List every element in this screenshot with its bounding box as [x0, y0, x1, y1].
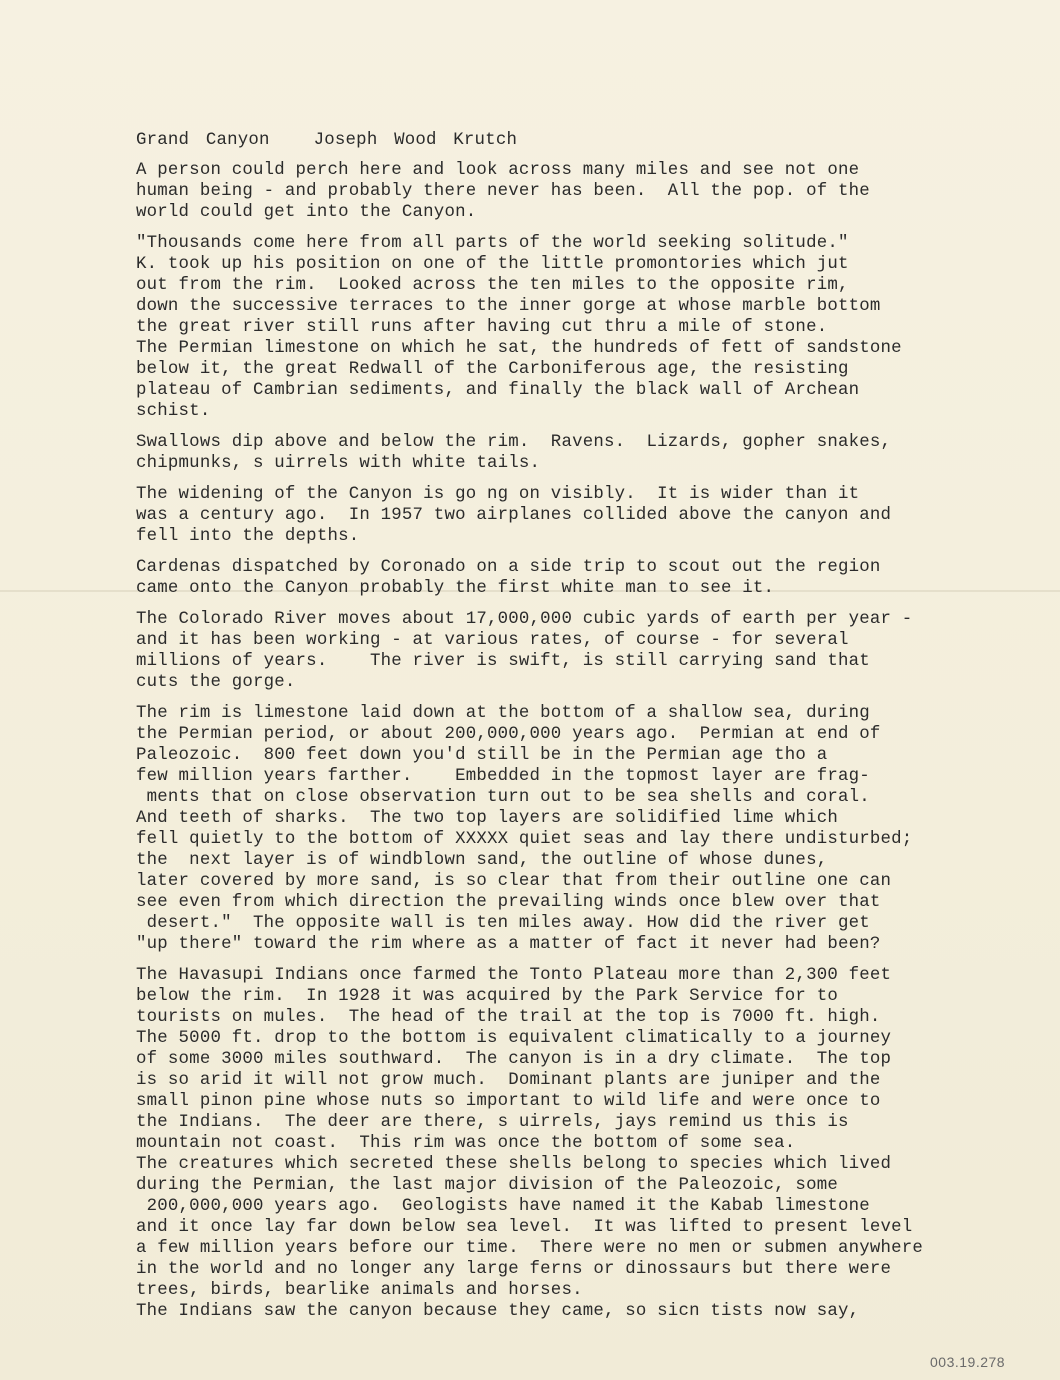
- paragraph: The widening of the Canyon is go ng on visibly. It is wider than it was a century ago. In 1957 two airplanes collided above the canyon and fell into the depths.: [136, 485, 892, 546]
- document-author: Joseph Wood Krutch: [313, 131, 518, 150]
- paragraph: Cardenas dispatched by Coronado on a side trip to scout out the region came onto the Canyon probably the first white man to see it.: [136, 558, 881, 598]
- paragraph: "Thousands come here from all parts of the world seeking solitude." K. took up his position on one of the little promontories which jut out from the rim. Looked across the ten miles to the opposite rim, down the successive terraces to the inner gorge at whose marble bottom the great river still runs after having cut thru a mile of stone. The Permian limestone on which he sat, the hundreds of fett of sandstone below it, the great Redwall of the Carboniferous age, the resisting plateau of Cambrian sediments, and finally the black wall of Archean schist.: [136, 234, 902, 421]
- catalog-number: 003.19.278: [930, 1354, 1006, 1370]
- paragraph: The Havasupi Indians once farmed the Tonto Plateau more than 2,300 feet below the rim. In 1928 it was acquired by the Park Service for to tourists on mules. The head of the trail at the top is 7000 ft. high. The 5000 ft. drop to the bottom is equivalent climatically to a journey of some 3000 miles southward. The canyon is in a dry climate. The top is so arid it will not grow much. Dominant plants are juniper and the small pinon pine whose nuts so important to wild life and were once to the Indians. The deer are there, s uirrels, jays remind us this is mountain not coast. This rim was once the bottom of some sea. The creatures which secreted these shells belong to species which lived during the Permian, the last major division of the Paleozoic, some 200,000,000 years ago. Geologists have named it the Kabab limestone and it once lay far down below sea level. It was lifted to present level a few million years before our time. There were no men or submen anywhere in the world and no longer any large ferns or dinossaurs but there were trees, birds, bearlike animals and horses. The Indians saw the canyon because they came, so sicn tists now say,: [136, 966, 924, 1321]
- paragraph: The rim is limestone laid down at the bottom of a shallow sea, during the Permian period, or about 200,000,000 years ago. Permian at end of Paleozoic. 800 feet down you'd still be in the Permian age tho a few million years farther. Embedded in the topmost layer are frag- ments that on close observation turn out to be sea shells and coral. And teeth of sharks. The two top layers are solidified lime which fell quietly to the bottom of XXXXX quiet seas and lay there undisturbed; the next layer is of windblown sand, the outline of whose dunes, later covered by more sand, is so clear that from their outline one can see even from which direction the prevailing winds once blew over that desert." The opposite wall is ten miles away. How did the river get "up there" toward the rim where as a matter of fact it never had been?: [136, 704, 913, 954]
- paragraph: A person could perch here and look across many miles and see not one human being - and probably there never has been. All the pop. of the world could get into the Canyon.: [136, 161, 870, 222]
- document-title: Grand Canyon: [136, 131, 270, 150]
- typed-text-body: [136, 130, 1046, 1322]
- paragraph: Swallows dip above and below the rim. Ravens. Lizards, gopher snakes, chipmunks, s uirrels with white tails.: [136, 433, 892, 473]
- paragraph: The Colorado River moves about 17,000,000 cubic yards of earth per year - and it has been working - at various rates, of course - for several millions of years. The river is swift, is still carrying sand that cuts the gorge.: [136, 610, 913, 692]
- document-heading: [136, 130, 1046, 151]
